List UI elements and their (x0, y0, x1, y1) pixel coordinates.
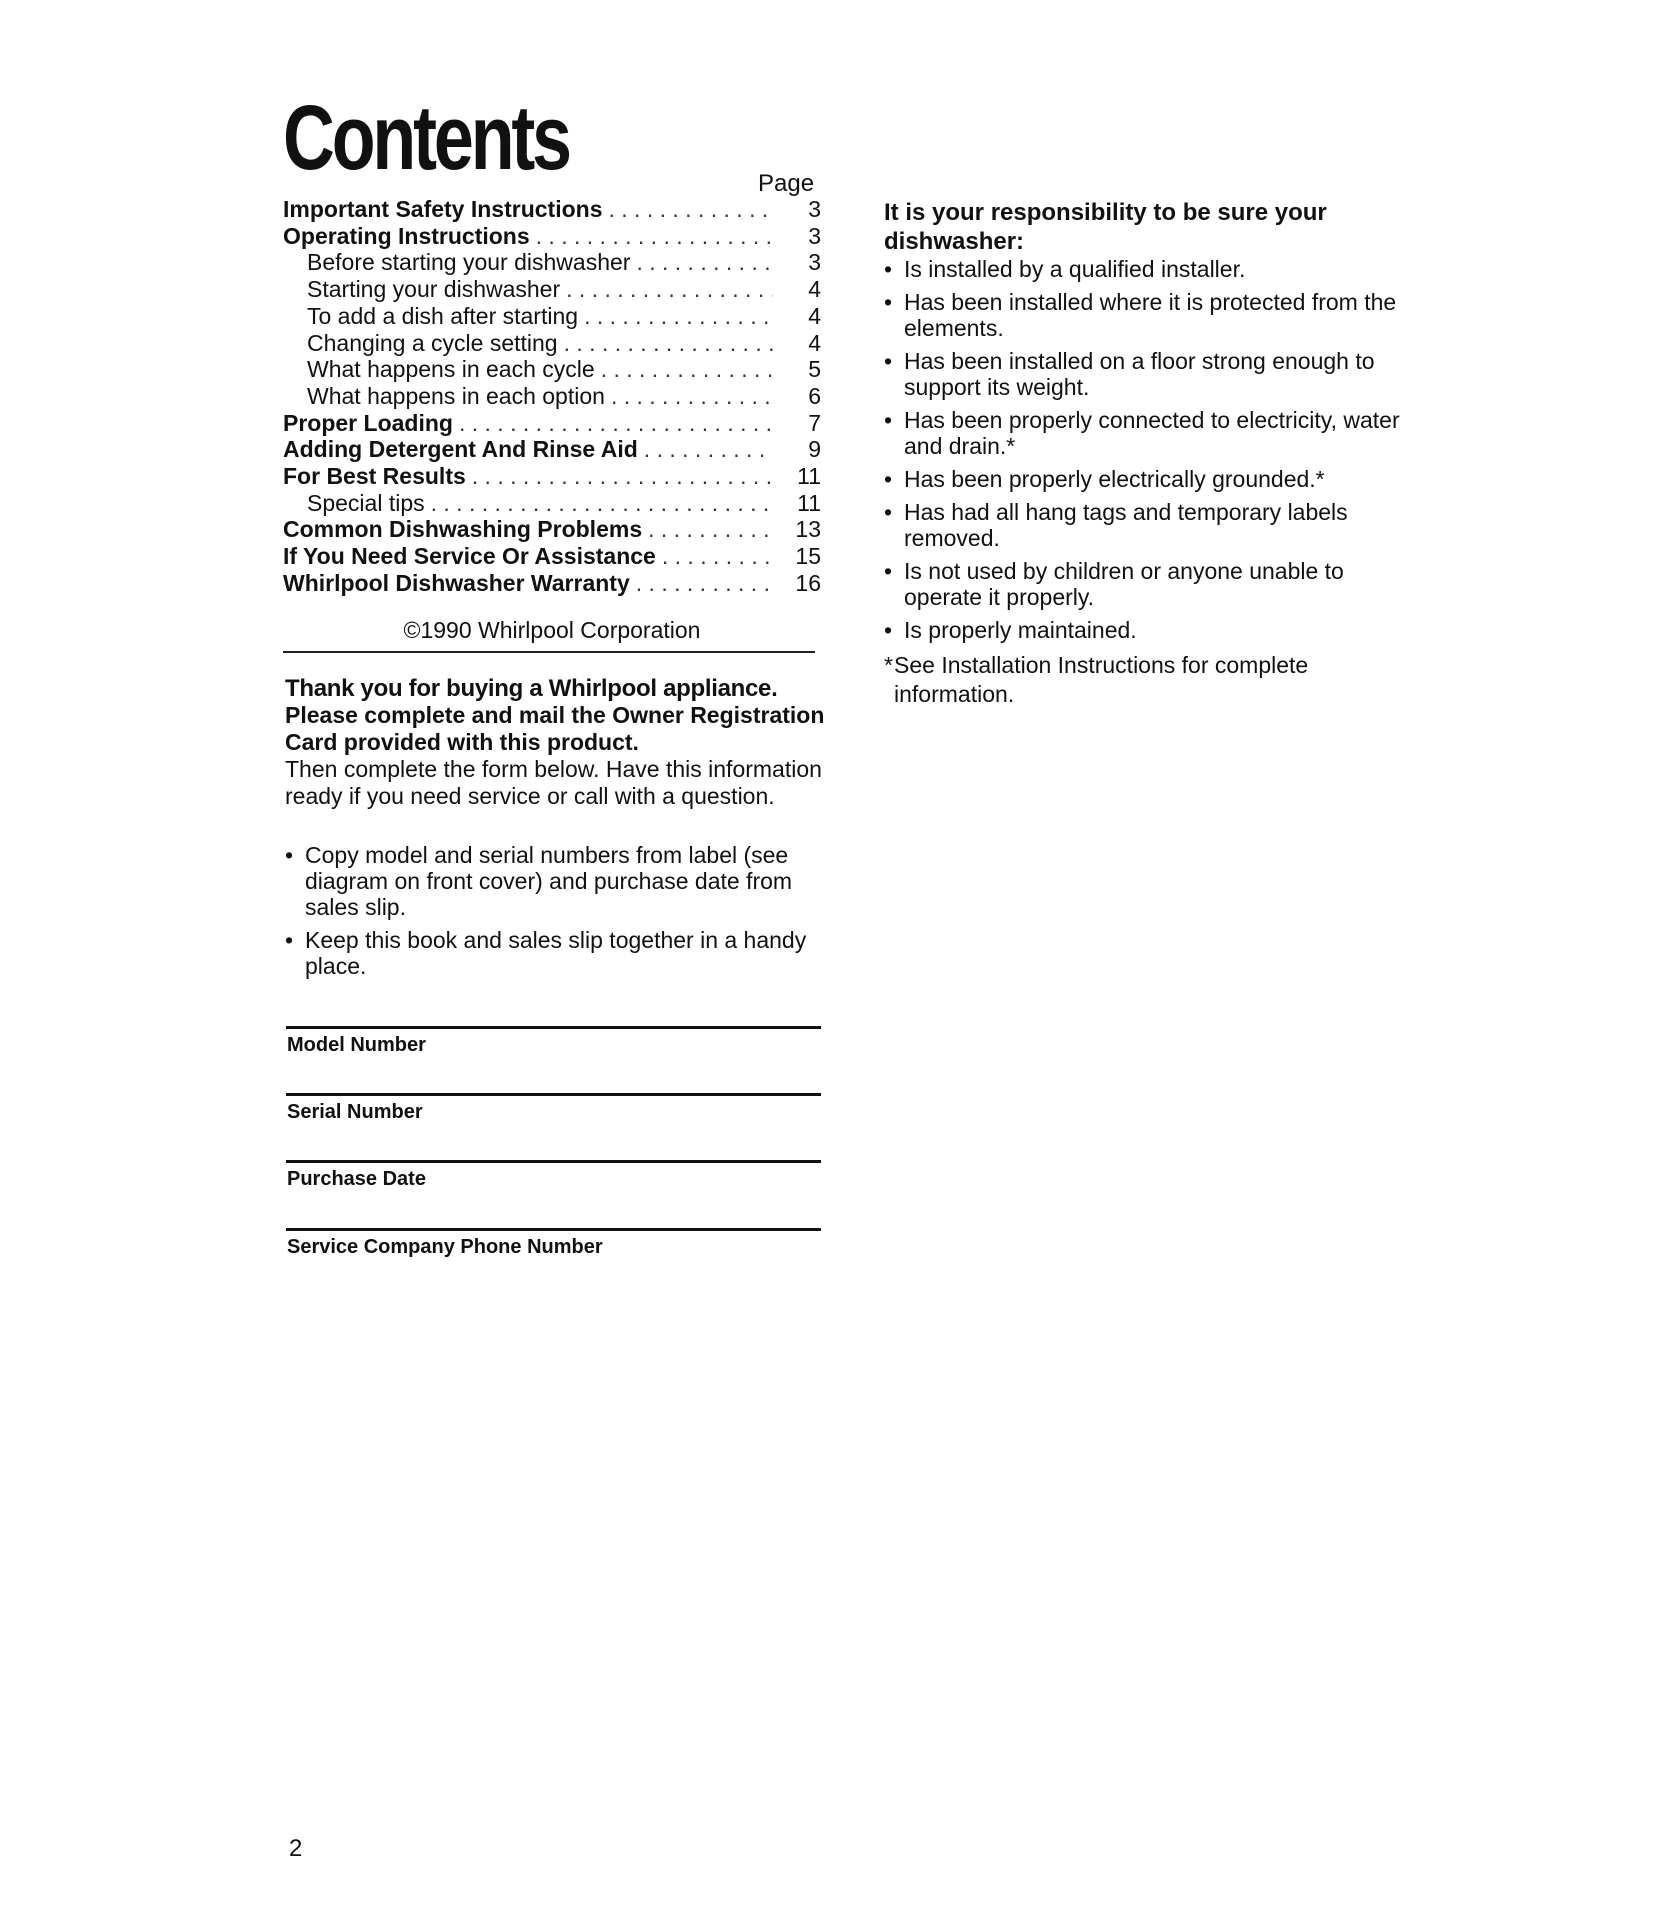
toc-entry-page: 11 (797, 463, 821, 489)
list-item: • Is installed by a qualified installer. (884, 256, 1424, 282)
record-instructions-list (285, 842, 830, 986)
dot-leader (662, 543, 773, 570)
toc-entry (307, 303, 821, 330)
registration-instruction: Please complete and mail the Owner Registration Card provided with this product. (285, 702, 825, 755)
toc-entry (283, 463, 821, 490)
footnote-text: See Installation Instructions for complete information. (894, 652, 1309, 707)
purchase-date-label: Purchase Date (287, 1168, 426, 1190)
list-item: • Keep this book and sales slip together in a handy place. (285, 927, 830, 979)
toc-entry (283, 516, 821, 543)
list-item: • Is not used by children or anyone unable to operate it properly. (884, 558, 1424, 610)
toc-entry (307, 490, 821, 517)
toc-entry-page: 15 (795, 543, 821, 570)
dot-leader (608, 196, 773, 223)
toc-entry (283, 410, 821, 437)
dot-leader (564, 330, 773, 357)
list-item: • Has been installed on a floor strong enough to support its weight. (884, 348, 1424, 400)
copyright-notice: ©1990 Whirlpool Corporation (403, 617, 701, 643)
toc-entry-label: Whirlpool Dishwasher Warranty (283, 569, 630, 596)
dot-leader (636, 249, 773, 276)
serial-number-label: Serial Number (287, 1101, 423, 1123)
toc-entry (307, 383, 821, 410)
toc-entry-page: 6 (808, 382, 821, 409)
list-item: • Copy model and serial numbers from label (see diagram on front cover) and purchase date from sales slip. (285, 842, 830, 920)
dot-leader (648, 516, 773, 543)
footnote (884, 651, 1384, 709)
list-item: • Has been properly connected to electricity, water and drain.* (884, 407, 1424, 459)
page-title: Contents (283, 87, 569, 189)
form-line (286, 1026, 821, 1029)
dot-leader (584, 303, 773, 330)
responsibility-heading: It is your responsibility to be sure your dishwasher: (884, 199, 1327, 255)
toc-entry (307, 330, 821, 357)
toc-entry-page: 16 (795, 569, 821, 596)
list-item: • Is properly maintained. (884, 617, 1424, 643)
list-item: • Has had all hang tags and temporary labels removed. (884, 499, 1424, 551)
toc-entry-page: 3 (808, 196, 821, 222)
dot-leader (566, 276, 773, 303)
toc-entry-page: 13 (795, 516, 821, 543)
dot-leader (431, 490, 773, 517)
toc-entry-label: What happens in each cycle (307, 356, 595, 383)
toc-entry-page: 4 (808, 276, 821, 303)
dot-leader (644, 436, 773, 463)
toc-entry-page: 3 (808, 222, 821, 249)
model-number-label: Model Number (287, 1034, 426, 1056)
dot-leader (611, 383, 773, 410)
toc-entry-label: Important Safety Instructions (283, 196, 603, 222)
toc-entry-label: Starting your dishwasher (307, 276, 561, 303)
toc-entry-label: Before starting your dishwasher (307, 249, 631, 276)
toc-entry (283, 543, 821, 570)
service-phone-label: Service Company Phone Number (287, 1236, 603, 1258)
toc-entry-page: 9 (808, 436, 821, 463)
page-number: 2 (289, 1835, 303, 1862)
responsibility-list (884, 256, 1424, 650)
toc-entry (283, 436, 821, 463)
dot-leader (601, 356, 773, 383)
toc-entry-page: 5 (808, 356, 821, 383)
toc-entry (283, 570, 821, 597)
toc-entry-label: Common Dishwashing Problems (283, 516, 643, 543)
toc-entry-label: Changing a cycle setting (307, 329, 558, 356)
toc-entry-page: 11 (797, 489, 821, 516)
dot-leader (472, 463, 773, 490)
footnote-mark: * (884, 652, 893, 678)
toc-entry-label: If You Need Service Or Assistance (283, 543, 656, 570)
thank-you-heading: Thank you for buying a Whirlpool appliance. (285, 675, 778, 702)
thank-you-note (285, 675, 830, 810)
toc-entry (307, 276, 821, 303)
toc-entry-page: 4 (808, 302, 821, 329)
toc-entry-page: 7 (808, 409, 821, 436)
toc-entry-page: 4 (808, 329, 821, 356)
form-instruction: Then complete the form below. Have this information ready if you need service or call with a question. (285, 756, 822, 809)
dot-leader (636, 570, 773, 597)
list-item: • Has been properly electrically grounded.* (884, 466, 1424, 492)
toc-entry-label: Operating Instructions (283, 222, 530, 249)
toc-page-column-header: Page (758, 170, 815, 197)
toc-entry-label: To add a dish after starting (307, 302, 579, 329)
toc-entry-label: For Best Results (283, 463, 466, 489)
dot-leader (536, 223, 773, 250)
toc-entry (307, 356, 821, 383)
toc-entry-page: 3 (808, 249, 821, 276)
toc-entry (283, 223, 821, 250)
form-line (286, 1093, 821, 1096)
form-line (286, 1160, 821, 1163)
list-item: • Has been installed where it is protected from the elements. (884, 289, 1424, 341)
toc-entry-label: Special tips (307, 489, 425, 516)
toc-entry (307, 249, 821, 276)
toc-entry (283, 196, 821, 223)
toc-entry-label: Adding Detergent And Rinse Aid (283, 436, 638, 463)
divider (283, 651, 815, 653)
toc-entry-label: What happens in each option (307, 382, 605, 409)
toc-entry-label: Proper Loading (283, 409, 453, 436)
form-line (286, 1228, 821, 1231)
dot-leader (459, 410, 773, 437)
